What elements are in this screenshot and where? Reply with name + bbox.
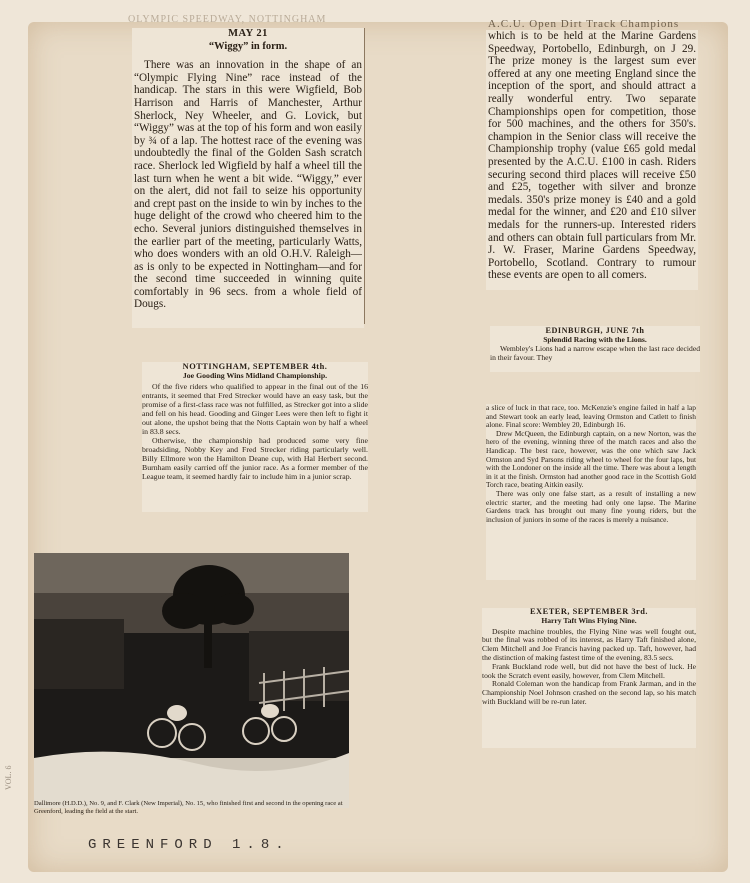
article-nottingham-sep4 bbox=[142, 362, 368, 512]
article-body: Otherwise, the championship had produced some very fine broadsiding, Nobby Key and Fred Strecker riding particularly well. Billy Ellmore won the Hamilton Deane cup, with Hal Herbert second. Burnham easily carried off the junior race. As a former member of the League team, it seemed hardly fair to include him in a junior scrap. bbox=[142, 436, 368, 481]
article-date: EDINBURGH, JUNE 7th bbox=[545, 326, 645, 335]
article-date: EXETER, SEPTEMBER 3rd. bbox=[529, 607, 649, 616]
article-body: There was only one false start, as a result of installing a new electric starter, and the meeting had only one lapse. The Marine Gardens track has brought out many fine young riders, but the inclusion of juniors in some of the races is merely a nuisance. bbox=[486, 488, 696, 524]
handwritten-note: GREENFORD 1.8. bbox=[88, 837, 290, 853]
side-mark: VOL. 6 bbox=[4, 765, 13, 790]
article-date: MAY 21 bbox=[228, 28, 268, 39]
article-body: Ronald Coleman won the handicap from Frank Jarman, and in the Championship Noel Johnson crashed on the second lap, so his match with Buckland will be re-run later. bbox=[482, 679, 696, 706]
article-subhead: Splendid Racing with the Lions. bbox=[543, 335, 647, 344]
top-bleed-right: A.C.U. Open Dirt Track Champions bbox=[488, 18, 680, 30]
column-rule bbox=[364, 28, 365, 324]
article-date: NOTTINGHAM, SEPTEMBER 4th. bbox=[182, 362, 328, 371]
article-subhead: Harry Taft Wins Flying Nine. bbox=[541, 615, 637, 625]
article-subhead: Joe Gooding Wins Midland Championship. bbox=[182, 371, 328, 380]
article-exeter-sep3 bbox=[482, 608, 696, 748]
article-may21 bbox=[132, 28, 364, 328]
article-body: Drew McQueen, the Edinburgh captain, on a new Norton, was the hero of the evening, winning three of the match races and also the Handicap. The best race, however, was the one which saw Jack Ormston and Syd Parsons riding wheel to wheel for the four laps, but with the Londoner on the inside all the time. There was about a length in it at the finish. Ormston had another good race in the Scottish Gold Torch race, beating Aitkin easily. bbox=[486, 428, 696, 490]
article-body: There was an innovation in the shape of an “Olympic Flying Nine” race instead of the handicap. The stars in this were Wigfield, Bob Harrison and Harris of Manchester, Arthur Sherlock, Ney Wheeler, and G. Lovick, but “Wiggy” was at the top of his form and won easily by ¾ of a lap. The hottest race of the evening was undoubtedly the final of the Golden Sash scratch race. Sherlock led Wigfield by half a wheel till the last turn when he went a bit wide. “Wiggy,” ever on the alert, did not fail to seize his opportunity and crept past on the inside to win by inches to the huge delight of the crowd who cheered him to the echo. Several juniors distinguished themselves in the earlier part of the meeting, particularly Watts, who does wonders with an old O.H.V. Raleigh—as is only to be expected in Nottingham—and for the second time succeeded in winning quite comfortably in 96 secs. from a whole field of Dougs. bbox=[134, 59, 362, 311]
article-subhead: “Wiggy” in form. bbox=[208, 40, 288, 52]
article-body: Frank Buckland rode well, but did not have the best of luck. He took the Scratch event easily, however, from Clem Mitchell. bbox=[482, 661, 696, 680]
article-body: which is to be held at the Marine Gardens Speedway, Portobello, Edinburgh, on J 29. The prize money is the largest sum ever offered at any one meeting England since the inception of the sport, and should attract a really wonderful entry. Two separate Championships open for competition, those for 500 machines, and the others for 350's. champion in the Senior class will receive the Championship trophy (value £65 gold medal presented by the A.C.U. £100 in cash. Riders securing second third places will receive £50 and £25, together with silver and bronze medals. 350's prize money is £40 and a gold medal for the winner, and £20 and £10 silver medals for the runners-up. Interested riders and others can obtain full particulars from Mr. J. W. Fraser, Marine Gardens Speedway, Portobello, Scotland. Contrary to rumour these events are open to all comers. bbox=[488, 30, 696, 282]
photo-caption: Dallimore (H.D.D.), No. 9, and F. Clark (New Imperial), No. 15, who finished first and second in the opening race at Greenford, leading the field at the start. bbox=[34, 800, 343, 815]
article-body: Of the five riders who qualified to appear in the final out of the 16 entrants, it seemed that Fred Strecker would have an easy task, but the promise of a first-class race was not fulfilled, as Strecker got into a slide and fell on his head. Gooding and Ginger Lees were then left to fight it out alone, the upshot being that the Notts Captain won by half a wheel in 83.8 secs. bbox=[142, 382, 368, 436]
article-body: Wembley's Lions had a narrow escape when the last race decided in their favour. They bbox=[490, 344, 700, 362]
article-acu-championship bbox=[486, 30, 698, 290]
top-bleed-left: OLYMPIC SPEEDWAY, NOTTINGHAM bbox=[128, 14, 327, 25]
article-edinburgh-june7 bbox=[490, 326, 700, 372]
article-body: a slice of luck in that race, too. McKenzie's engine failed in half a lap and Stewart took an early lead, leaving Ormston and Catlett to finish alone. Final score: Wembley 20, Edinburgh 16. bbox=[486, 403, 696, 430]
article-edinburgh-cont bbox=[486, 404, 696, 580]
speedway-race-photo bbox=[34, 553, 349, 808]
article-body: Despite machine troubles, the Flying Nine was well fought out, but the final was robbed of its interest, as Harry Taft finished alone, Clem Mitchell and Joe Francis having packed up. Taft, however, had the distinction of making fastest time of the evening, 83.5 secs. bbox=[482, 626, 696, 662]
photo-illustration bbox=[34, 553, 349, 808]
